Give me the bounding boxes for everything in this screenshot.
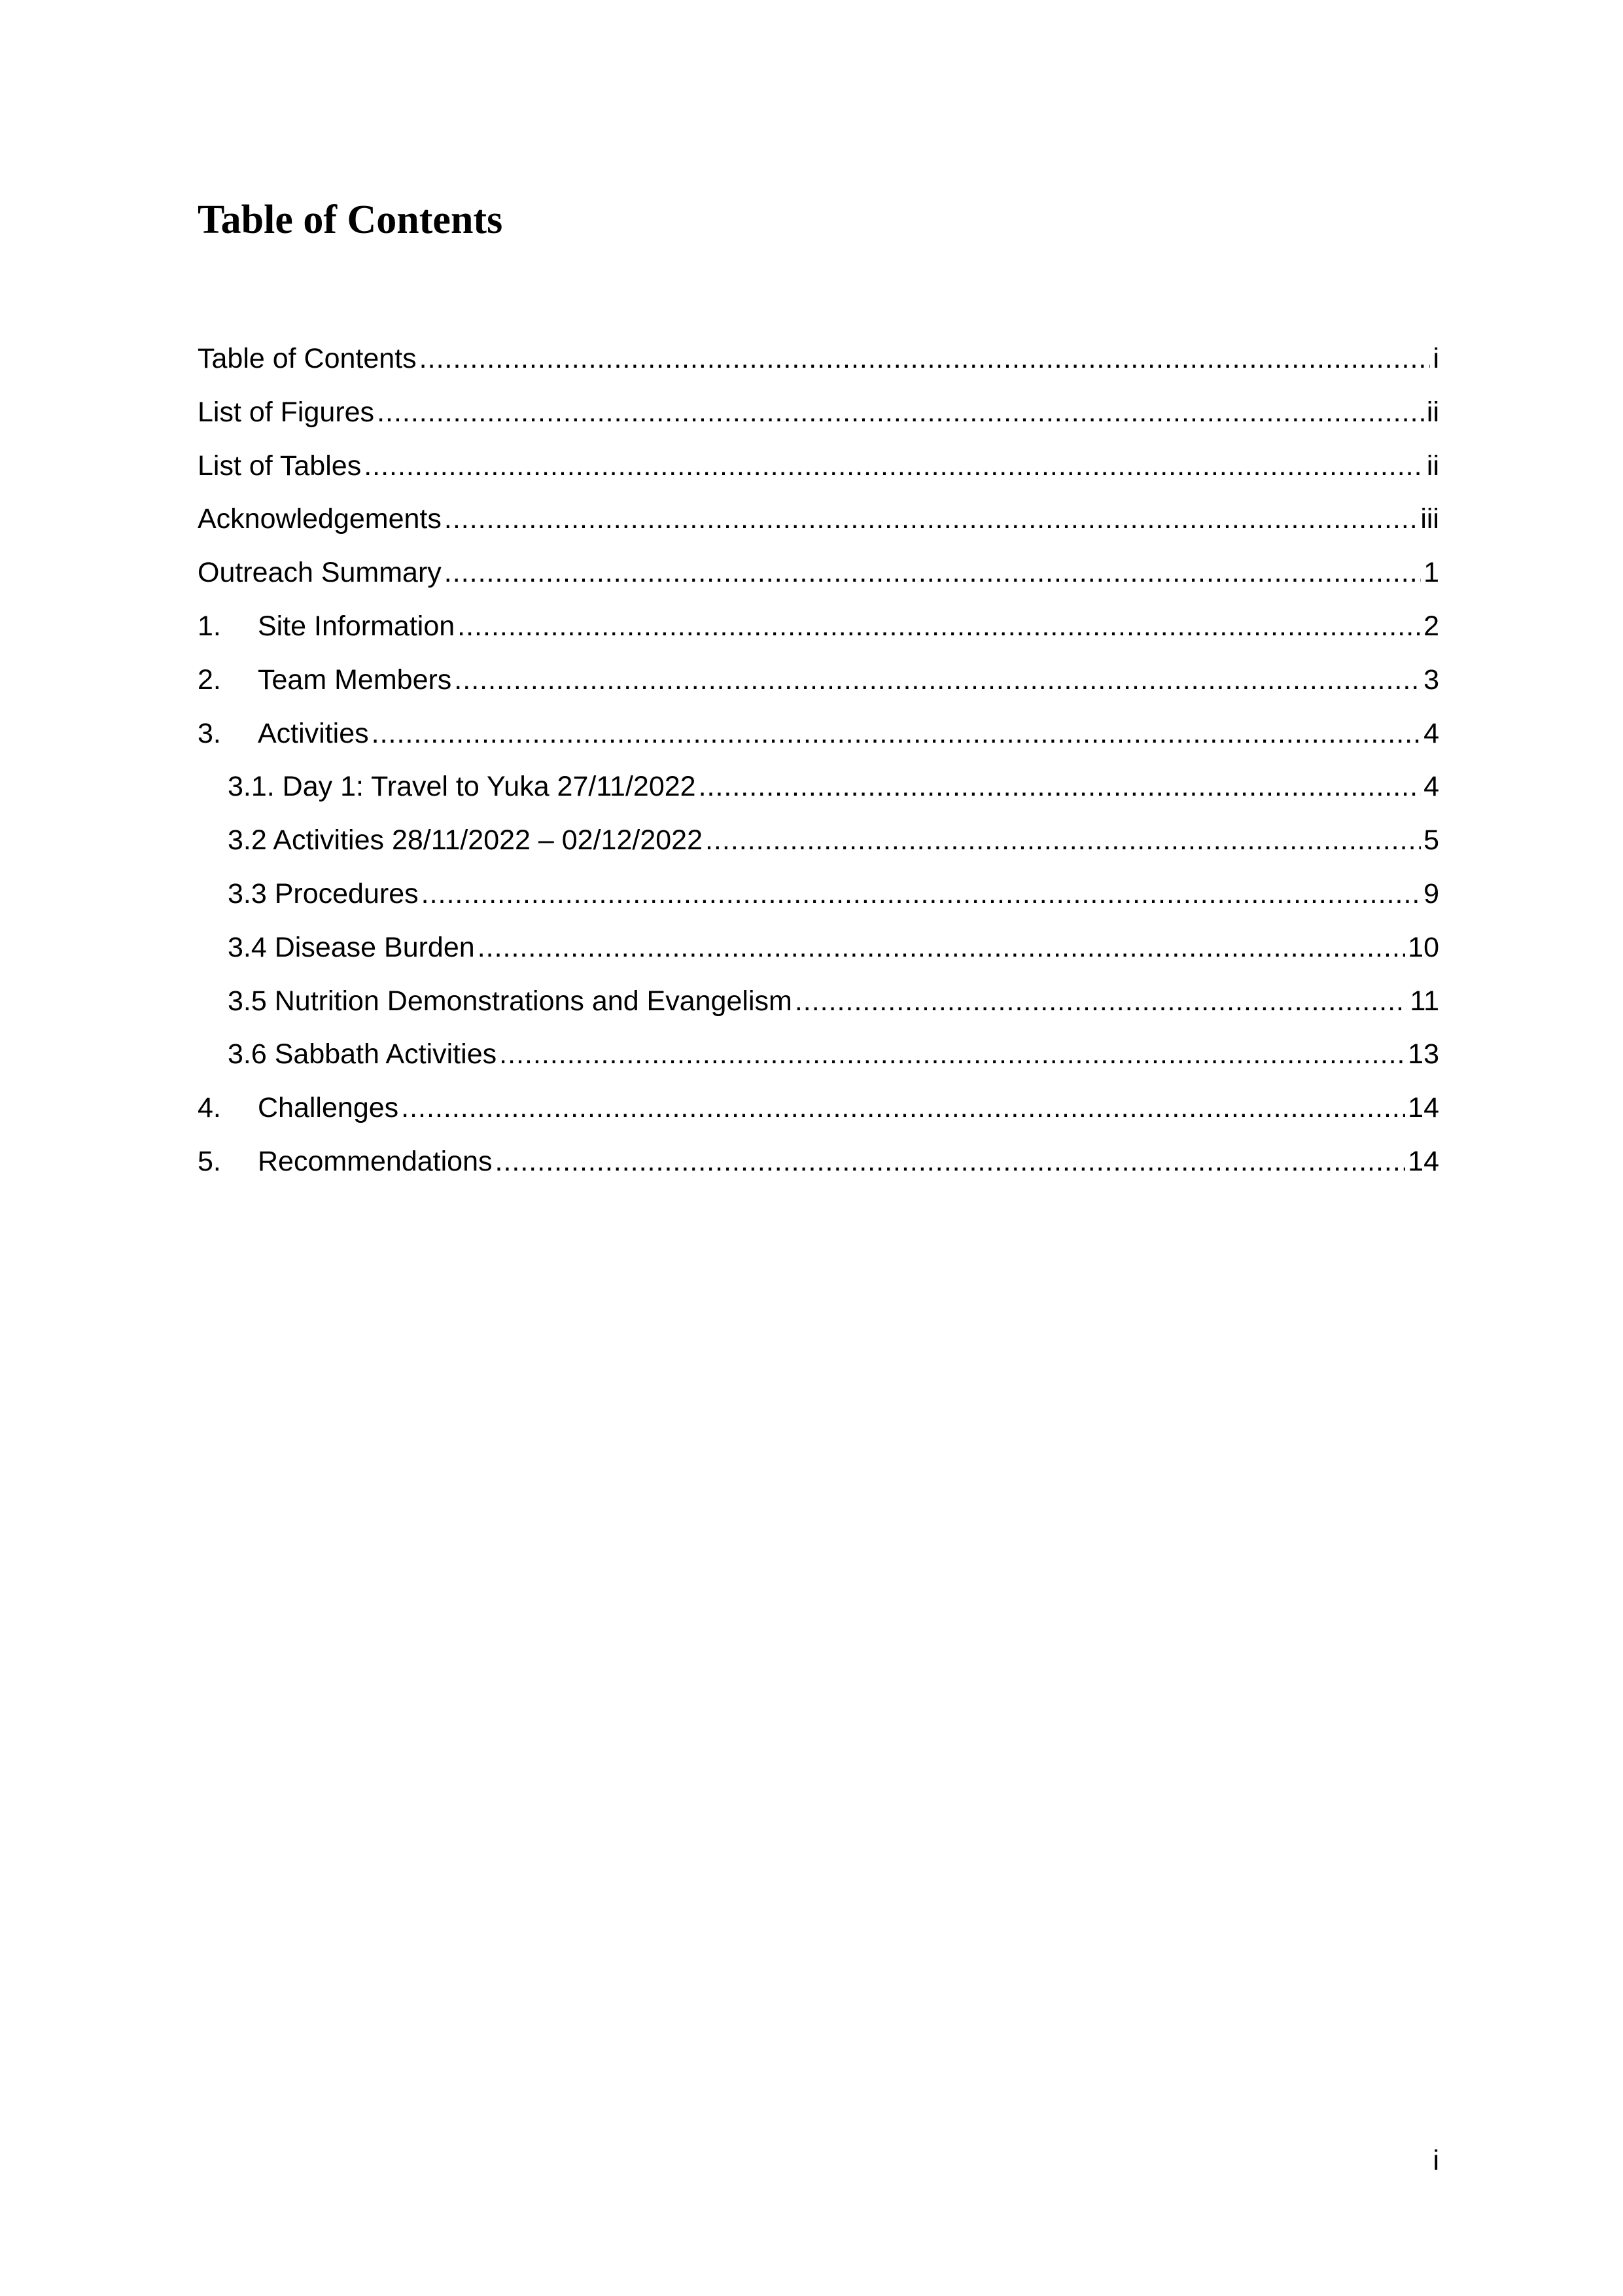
- toc-entry-site-information[interactable]: [198, 600, 1439, 654]
- toc-entry-page: 1: [1423, 557, 1439, 589]
- toc-entry-number: 1.: [198, 610, 221, 642]
- toc-entry-table-of-contents[interactable]: [198, 332, 1439, 386]
- dot-leader: [457, 600, 1421, 654]
- toc-entry-page: 13: [1408, 1038, 1439, 1070]
- dot-leader: [705, 814, 1421, 868]
- toc-entry-number: 2.: [198, 663, 221, 696]
- toc-entry-label: Team Members: [258, 663, 452, 696]
- dot-leader: [419, 332, 1431, 386]
- dot-leader: [499, 1028, 1405, 1082]
- dot-leader: [699, 760, 1422, 814]
- toc-entry-label: 3.5 Nutrition Demonstrations and Evangelism: [228, 985, 792, 1017]
- toc-entry-page: iii: [1420, 503, 1439, 535]
- toc-entry-procedures[interactable]: [198, 868, 1439, 921]
- toc-entry-label: 3.1. Day 1: Travel to Yuka 27/11/2022: [228, 771, 696, 803]
- toc-entry-label: 3.6 Sabbath Activities: [228, 1038, 497, 1070]
- toc-entry-page: 10: [1408, 931, 1439, 963]
- toc-entry-number: 3.: [198, 717, 221, 749]
- toc-entry-team-members[interactable]: [198, 654, 1439, 707]
- toc-entry-page: 4: [1423, 771, 1439, 803]
- toc-entry-number: 4.: [198, 1092, 221, 1124]
- toc-entry-label: Table of Contents: [198, 343, 417, 374]
- toc-entry-page: ii: [1426, 396, 1439, 428]
- toc-entry-activities[interactable]: [198, 707, 1439, 761]
- toc-entry-label: Site Information: [258, 610, 455, 642]
- toc-entry-acknowledgements[interactable]: [198, 493, 1439, 546]
- toc-entry-label: Outreach Summary: [198, 557, 442, 589]
- toc-entry-page: 4: [1423, 717, 1439, 749]
- toc-entry-activities-dates[interactable]: [198, 814, 1439, 868]
- toc-entry-nutrition-evangelism[interactable]: [198, 975, 1439, 1029]
- toc-entry-day-1-travel[interactable]: [198, 760, 1439, 814]
- toc-entry-recommendations[interactable]: [198, 1135, 1439, 1189]
- dot-leader: [478, 921, 1405, 975]
- toc-entry-label: Acknowledgements: [198, 503, 442, 535]
- toc-entry-page: i: [1433, 343, 1439, 374]
- dot-leader: [401, 1082, 1405, 1135]
- toc-entry-label: Activities: [258, 717, 369, 749]
- toc-entry-challenges[interactable]: [198, 1082, 1439, 1135]
- dot-leader: [495, 1135, 1406, 1189]
- toc-entry-list-of-figures[interactable]: [198, 386, 1439, 440]
- dot-leader: [377, 386, 1424, 440]
- toc-entry-outreach-summary[interactable]: [198, 546, 1439, 600]
- dot-leader: [444, 546, 1421, 600]
- toc-entry-label: 3.3 Procedures: [228, 877, 419, 910]
- toc-entry-page: 3: [1423, 663, 1439, 696]
- toc-entry-label: 3.4 Disease Burden: [228, 931, 475, 963]
- toc-entry-label: List of Figures: [198, 396, 375, 428]
- dot-leader: [454, 654, 1421, 707]
- toc-entry-page: 5: [1423, 824, 1439, 857]
- dot-leader: [444, 493, 1418, 546]
- toc-entry-page: ii: [1426, 450, 1439, 482]
- toc-entry-page: 9: [1423, 877, 1439, 910]
- dot-leader: [795, 975, 1408, 1029]
- toc-entry-list-of-tables[interactable]: [198, 440, 1439, 493]
- toc-entry-label: List of Tables: [198, 450, 362, 482]
- toc-entry-page: 11: [1410, 985, 1439, 1017]
- dot-leader: [421, 868, 1421, 921]
- toc-entry-number: 5.: [198, 1145, 221, 1177]
- toc-entry-sabbath-activities[interactable]: [198, 1028, 1439, 1082]
- toc-entry-label: Challenges: [258, 1092, 399, 1124]
- toc-entry-label: Recommendations: [258, 1145, 493, 1177]
- toc-entry-disease-burden[interactable]: [198, 921, 1439, 975]
- toc-entry-label: 3.2 Activities 28/11/2022 – 02/12/2022: [228, 824, 703, 857]
- toc-list: [198, 332, 1439, 1189]
- page-number: i: [1433, 2145, 1439, 2176]
- toc-entry-page: 14: [1408, 1092, 1439, 1124]
- page-title: Table of Contents: [198, 198, 503, 242]
- dot-leader: [372, 707, 1421, 761]
- dot-leader: [364, 440, 1424, 493]
- toc-entry-page: 2: [1423, 610, 1439, 642]
- toc-entry-page: 14: [1408, 1145, 1439, 1177]
